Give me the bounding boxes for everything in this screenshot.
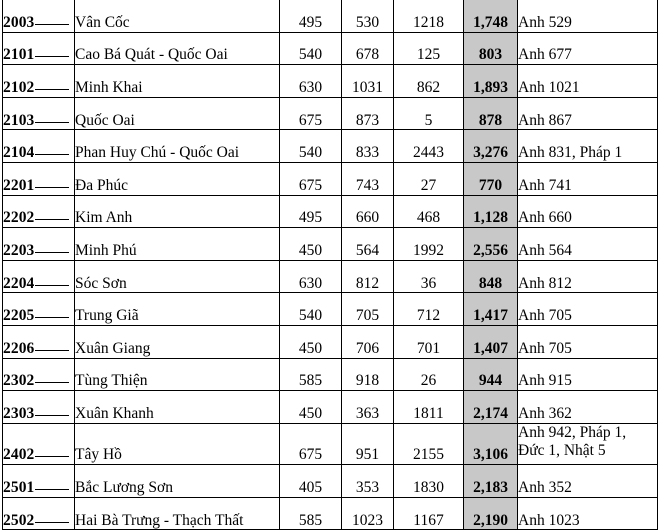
school-code-value: 2202 [3,209,35,227]
cell-value-3[interactable]: 2443 [394,130,464,163]
table-row[interactable] [3,130,658,163]
cell-total[interactable]: 1,748 [464,0,518,32]
cell-value-3[interactable]: 1811 [394,391,464,424]
cell-value-3[interactable]: 1167 [394,497,464,530]
cell-total[interactable]: 848 [464,260,518,293]
cell-value-2[interactable]: 678 [342,32,394,65]
cell-school-name[interactable]: Xuân Khanh [75,391,280,424]
cell-value-3[interactable]: 468 [394,195,464,228]
cell-value-3[interactable]: 712 [394,293,464,326]
table-row[interactable] [3,0,658,32]
cell-value-3[interactable]: 27 [394,162,464,195]
cell-total[interactable]: 1,417 [464,293,518,326]
cell-school-name[interactable]: Quốc Oai [75,97,280,130]
note-line: Anh 915 [518,372,572,390]
cell-school-name[interactable]: Hai Bà Trưng - Thạch Thất [75,497,280,530]
table-row[interactable] [3,497,658,530]
cell-value-1[interactable]: 630 [280,260,342,293]
note-line: Anh 705 [518,339,572,357]
cell-notes[interactable] [518,0,658,32]
cell-notes[interactable] [518,465,658,498]
school-code-value: 2102 [3,78,35,96]
note-line: Anh 942, Pháp 1, [518,423,627,441]
table-row[interactable] [3,97,658,130]
cell-value-3[interactable]: 125 [394,32,464,65]
school-code-value: 2302 [3,372,35,390]
note-line: Anh 677 [518,46,572,64]
school-code-underline [35,187,69,188]
school-code-underline [35,219,69,220]
cell-notes[interactable] [518,162,658,195]
school-code-value: 2104 [3,144,35,162]
cell-value-1[interactable]: 630 [280,65,342,98]
school-code-value: 2103 [3,111,35,129]
cell-total[interactable]: 2,183 [464,465,518,498]
cell-school-name[interactable]: Cao Bá Quát - Quốc Oai [75,32,280,65]
cell-total[interactable]: 803 [464,32,518,65]
cell-value-2[interactable]: 705 [342,293,394,326]
cell-school-code[interactable] [3,293,75,326]
cell-value-1[interactable]: 585 [280,358,342,391]
cell-school-code[interactable] [3,358,75,391]
cell-total[interactable]: 1,407 [464,325,518,358]
cell-school-code[interactable] [3,65,75,98]
school-code-underline [35,350,69,351]
cell-school-name[interactable]: Bắc Lương Sơn [75,465,280,498]
school-code-underline [35,285,69,286]
note-line: Anh 660 [518,209,572,227]
note-line: Anh 812 [518,274,572,292]
cell-school-code[interactable] [3,260,75,293]
school-code-value: 2206 [3,339,35,357]
school-code-value: 2501 [3,479,35,497]
school-code-value: 2303 [3,404,35,422]
cell-value-1[interactable]: 675 [280,97,342,130]
note-line: Anh 741 [518,176,572,194]
table-row[interactable] [3,195,658,228]
table-row[interactable] [3,465,658,498]
cell-notes[interactable] [518,65,658,98]
cell-school-code[interactable] [3,130,75,163]
cell-value-2[interactable]: 1031 [342,65,394,98]
cell-school-code[interactable] [3,465,75,498]
cell-school-name[interactable]: Minh Khai [75,65,280,98]
table-row[interactable] [3,228,658,261]
cell-school-name[interactable]: Tây Hồ [75,423,280,465]
cell-school-name[interactable]: Vân Cốc [75,0,280,32]
cell-value-3[interactable]: 2155 [394,423,464,465]
note-line: Anh 705 [518,307,572,325]
cell-notes[interactable] [518,423,658,465]
cell-value-1[interactable]: 585 [280,497,342,530]
cell-value-1[interactable]: 495 [280,0,342,32]
cell-notes[interactable] [518,32,658,65]
table-row[interactable] [3,391,658,424]
school-code-underline [35,154,69,155]
note-line: Anh 1021 [518,78,580,96]
cell-value-1[interactable]: 450 [280,325,342,358]
cell-notes[interactable] [518,228,658,261]
cell-value-1[interactable]: 405 [280,465,342,498]
cell-school-code[interactable] [3,497,75,530]
cell-value-2[interactable]: 530 [342,0,394,32]
cell-value-1[interactable]: 495 [280,195,342,228]
note-line: Đức 1, Nhật 5 [518,442,606,459]
cell-value-2[interactable]: 812 [342,260,394,293]
table-row[interactable] [3,325,658,358]
cell-school-name[interactable]: Phan Huy Chú - Quốc Oai [75,130,280,163]
cell-notes[interactable] [518,260,658,293]
cell-total[interactable]: 3,276 [464,130,518,163]
cell-school-code[interactable] [3,32,75,65]
cell-value-2[interactable]: 743 [342,162,394,195]
cell-school-code[interactable] [3,325,75,358]
school-code-underline [35,24,69,25]
cell-total[interactable]: 2,556 [464,228,518,261]
cell-school-name[interactable]: Kim Anh [75,195,280,228]
cell-school-name[interactable]: Minh Phú [75,228,280,261]
cell-school-name[interactable]: Đa Phúc [75,162,280,195]
cell-school-name[interactable]: Tùng Thiện [75,358,280,391]
school-code-underline [35,456,69,457]
cell-value-1[interactable]: 540 [280,293,342,326]
table-row[interactable] [3,260,658,293]
cell-school-name[interactable]: Sóc Sơn [75,260,280,293]
school-enrollment-table [2,0,658,530]
cell-school-code[interactable] [3,162,75,195]
cell-notes[interactable] [518,97,658,130]
cell-value-3[interactable]: 701 [394,325,464,358]
cell-school-code[interactable] [3,423,75,465]
cell-school-name[interactable]: Trung Giã [75,293,280,326]
cell-school-code[interactable] [3,228,75,261]
table-row[interactable] [3,423,658,465]
cell-value-2[interactable]: 951 [342,423,394,465]
cell-value-3[interactable]: 5 [394,97,464,130]
cell-school-code[interactable] [3,97,75,130]
cell-value-1[interactable]: 675 [280,162,342,195]
cell-notes[interactable] [518,358,658,391]
table-row[interactable] [3,358,658,391]
cell-school-code[interactable] [3,391,75,424]
cell-school-code[interactable] [3,195,75,228]
school-code-value: 2502 [3,511,35,529]
cell-notes[interactable] [518,293,658,326]
note-line: Anh 1023 [518,511,580,529]
table-body [3,0,658,530]
cell-total[interactable]: 878 [464,97,518,130]
cell-value-2[interactable]: 706 [342,325,394,358]
school-code-underline [35,56,69,57]
cell-value-2[interactable]: 833 [342,130,394,163]
school-code-underline [35,415,69,416]
cell-school-code[interactable] [3,0,75,32]
school-code-value: 2203 [3,241,35,259]
school-code-underline [35,89,69,90]
note-line: Anh 831, Pháp 1 [518,144,623,162]
school-code-underline [35,252,69,253]
cell-notes[interactable] [518,130,658,163]
school-code-value: 2204 [3,274,35,292]
school-code-underline [35,382,69,383]
table-row[interactable] [3,162,658,195]
table-row[interactable] [3,65,658,98]
cell-value-1[interactable]: 540 [280,130,342,163]
cell-value-2[interactable]: 873 [342,97,394,130]
table-row[interactable] [3,32,658,65]
note-line: Anh 529 [518,13,572,31]
cell-value-3[interactable]: 1992 [394,228,464,261]
cell-value-2[interactable]: 363 [342,391,394,424]
cell-value-1[interactable]: 675 [280,423,342,465]
cell-value-2[interactable]: 353 [342,465,394,498]
school-code-underline [35,122,69,123]
cell-total[interactable]: 2,174 [464,391,518,424]
school-code-underline [35,317,69,318]
cell-total[interactable]: 3,106 [464,423,518,465]
cell-notes[interactable] [518,195,658,228]
cell-value-1[interactable]: 540 [280,32,342,65]
note-line: Anh 352 [518,479,572,497]
school-code-value: 2101 [3,46,35,64]
cell-school-name[interactable]: Xuân Giang [75,325,280,358]
cell-value-3[interactable]: 26 [394,358,464,391]
cell-total[interactable]: 1,128 [464,195,518,228]
school-code-underline [35,522,69,523]
cell-total[interactable]: 770 [464,162,518,195]
cell-value-2[interactable]: 1023 [342,497,394,530]
cell-notes[interactable] [518,497,658,530]
cell-value-2[interactable]: 918 [342,358,394,391]
cell-notes[interactable] [518,325,658,358]
cell-value-2[interactable]: 564 [342,228,394,261]
note-line: Anh 362 [518,404,572,422]
school-code-value: 2201 [3,176,35,194]
cell-value-3[interactable]: 1218 [394,0,464,32]
cell-value-2[interactable]: 660 [342,195,394,228]
cell-total[interactable]: 944 [464,358,518,391]
cell-total[interactable]: 1,893 [464,65,518,98]
note-line: Anh 867 [518,111,572,129]
school-code-underline [35,489,69,490]
table-row[interactable] [3,293,658,326]
cell-value-3[interactable]: 36 [394,260,464,293]
school-code-value: 2402 [3,446,35,464]
cell-value-3[interactable]: 862 [394,65,464,98]
cell-value-1[interactable]: 450 [280,228,342,261]
cell-notes[interactable] [518,391,658,424]
school-code-value: 2205 [3,307,35,325]
note-line: Anh 564 [518,241,572,259]
school-code-value: 2003 [3,13,35,31]
cell-total[interactable]: 2,190 [464,497,518,530]
cell-value-1[interactable]: 450 [280,391,342,424]
cell-value-3[interactable]: 1830 [394,465,464,498]
